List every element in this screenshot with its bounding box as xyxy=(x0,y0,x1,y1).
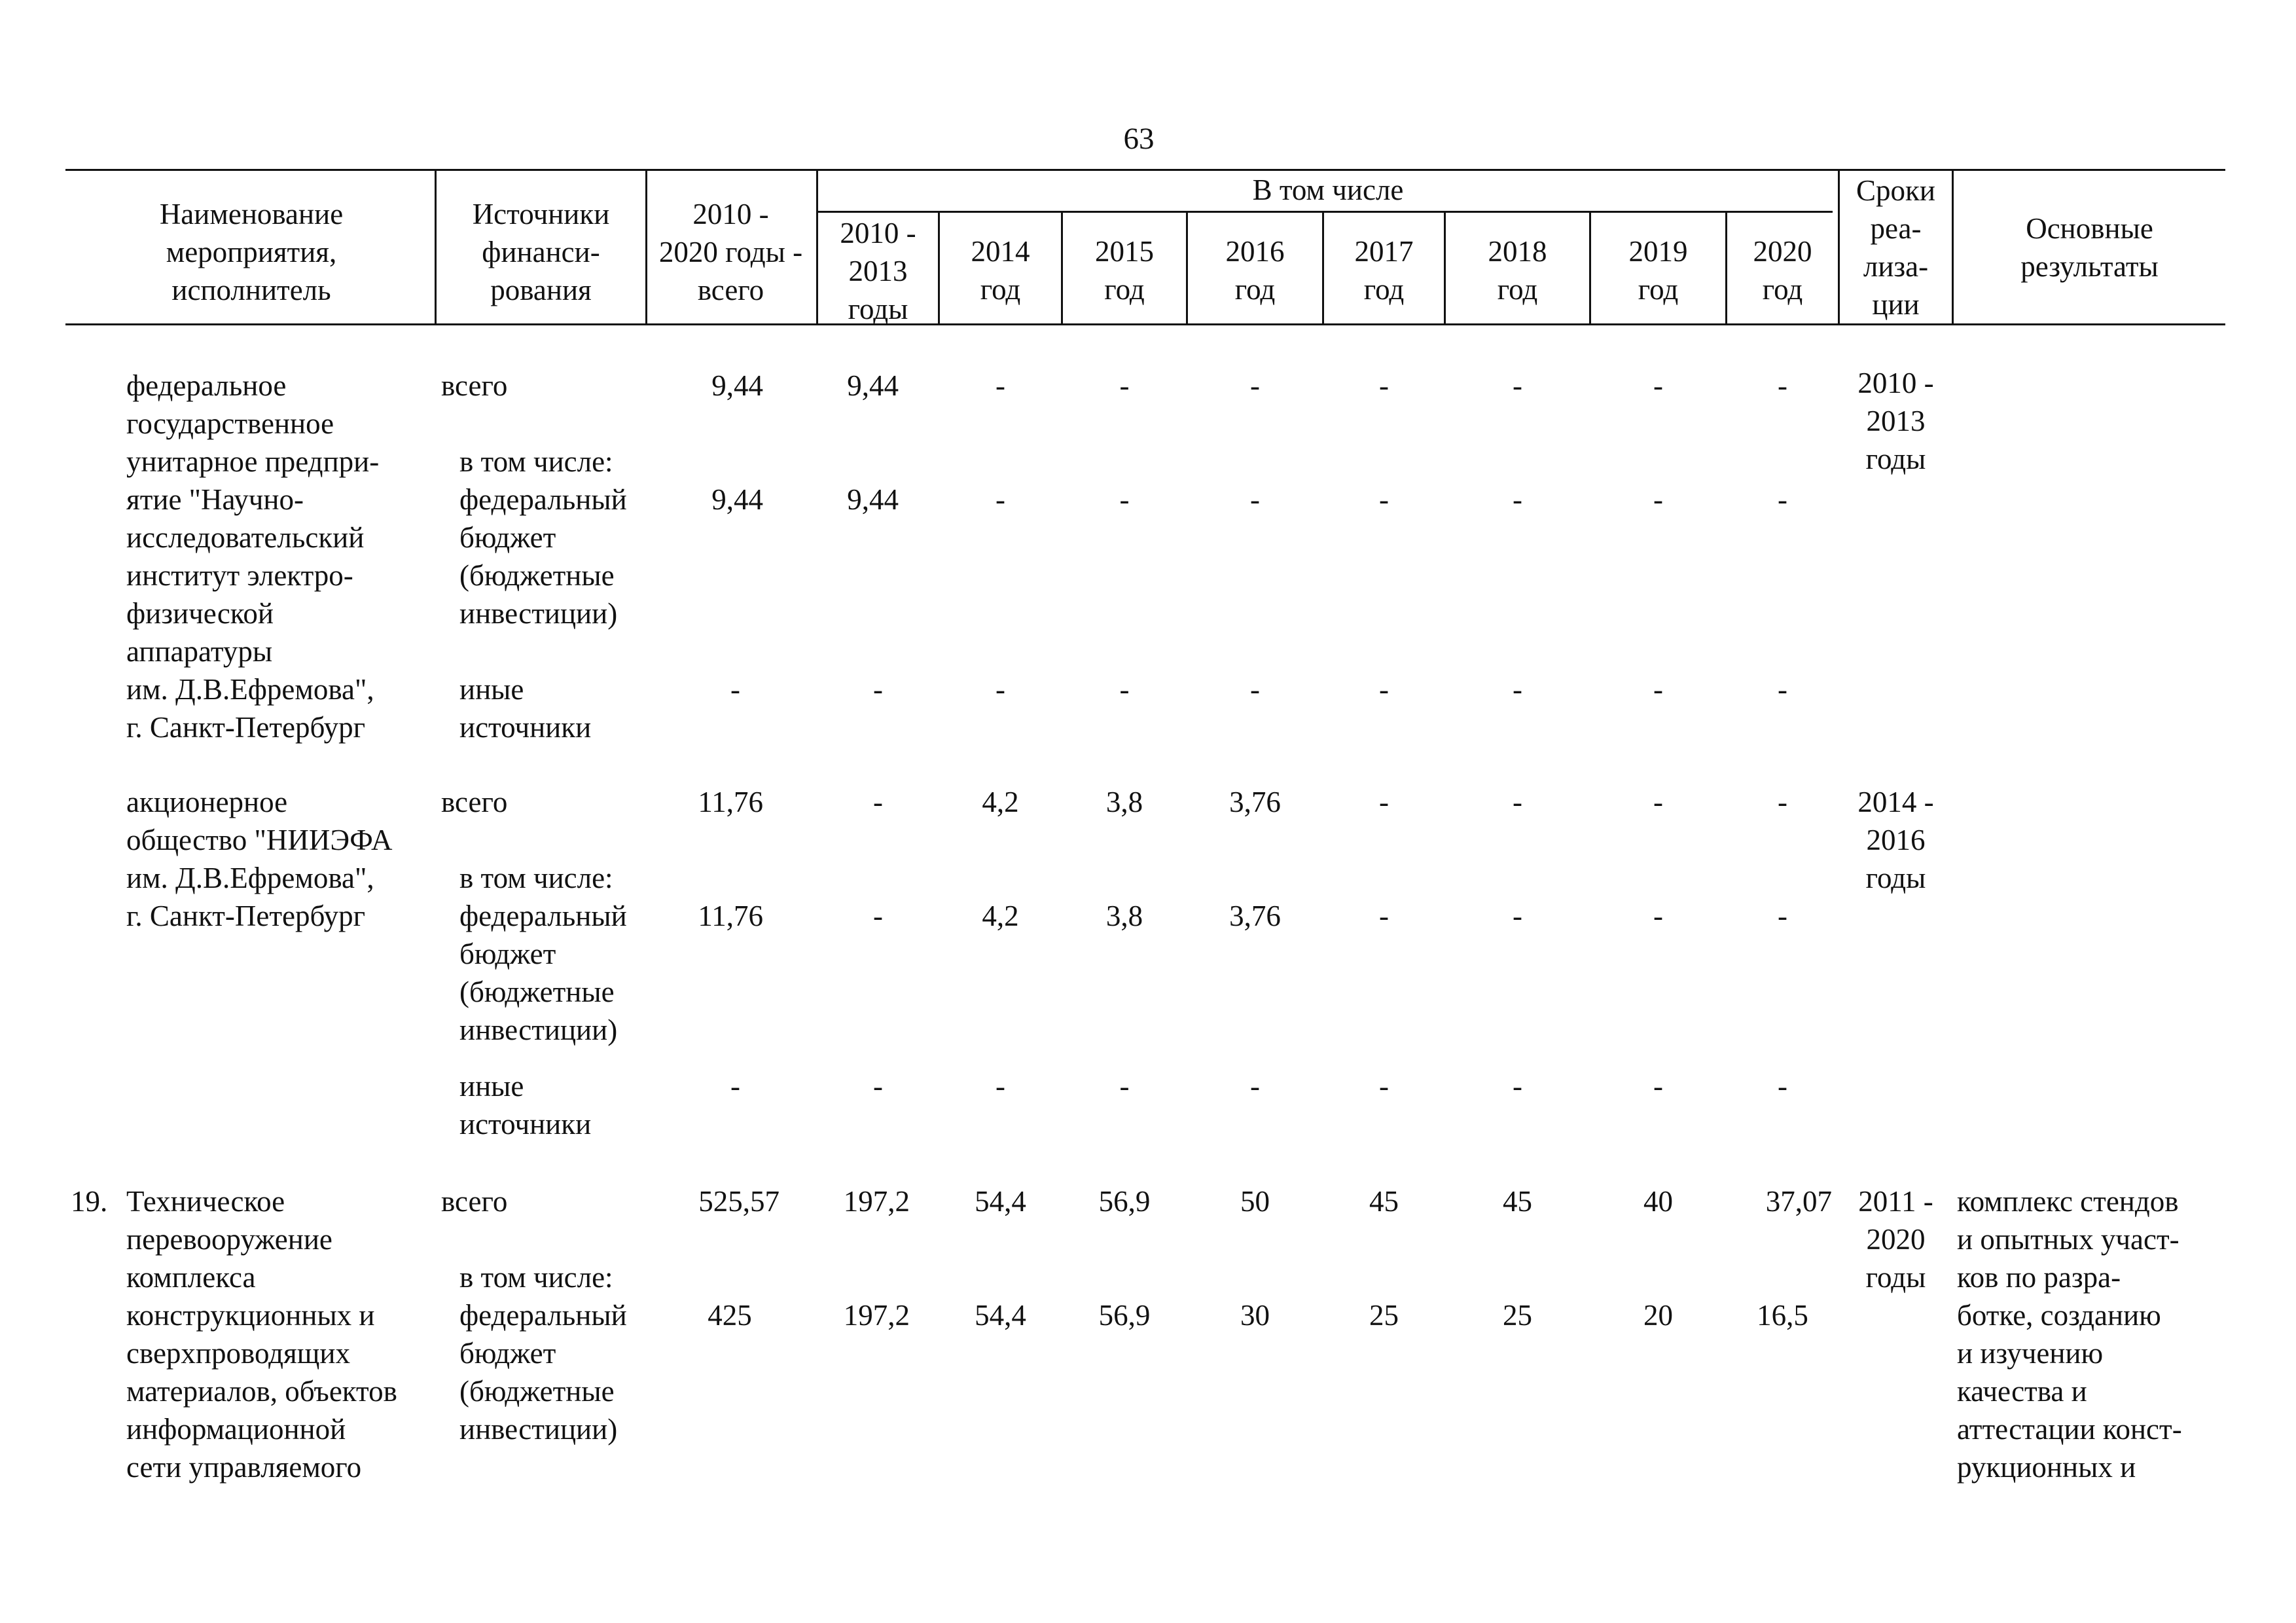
cell-2018: - xyxy=(1513,369,1522,402)
header-2014: 2014 год xyxy=(971,235,1030,306)
header-2020: 2020 год xyxy=(1753,235,1812,306)
header-including: В том числе xyxy=(1252,173,1404,206)
cell-2016: - xyxy=(1250,369,1260,402)
cell-2010-2013: 9,44 xyxy=(847,369,899,402)
cell-2010-2013: - xyxy=(873,900,883,932)
block3-fed-label: федеральный бюджет (бюджетные инвестиции) xyxy=(459,1299,627,1446)
cell-2020: 37,07 xyxy=(1765,1185,1832,1218)
cell-total: 9,44 xyxy=(711,369,763,402)
cell-2020: - xyxy=(1778,786,1787,818)
cell-2017: 25 xyxy=(1369,1299,1399,1332)
cell-2016: - xyxy=(1250,673,1260,706)
cell-2016: 3,76 xyxy=(1229,900,1281,932)
cell-2019: 20 xyxy=(1643,1299,1673,1332)
cell-2014: - xyxy=(996,483,1005,516)
cell-2010-2013: - xyxy=(873,673,883,706)
cell-2018: - xyxy=(1513,1070,1522,1103)
header-name: Наименование мероприятия, исполнитель xyxy=(159,198,344,306)
cell-2019: - xyxy=(1653,900,1663,932)
cell-2016: 30 xyxy=(1240,1299,1270,1332)
cell-total: 9,44 xyxy=(711,483,763,516)
cell-2019: - xyxy=(1653,369,1663,402)
header-2019: 2019 год xyxy=(1628,235,1688,306)
cell-total: - xyxy=(730,673,740,706)
cell-2015: - xyxy=(1119,369,1130,402)
cell-total: - xyxy=(730,1070,740,1103)
cell-2019: - xyxy=(1653,483,1663,516)
page-number: 63 xyxy=(1123,122,1155,156)
block1-term: 2010 - 2013 годы xyxy=(1857,367,1934,475)
cell-2018: - xyxy=(1513,786,1522,818)
cell-2020: - xyxy=(1778,483,1787,516)
cell-2015: - xyxy=(1119,483,1130,516)
cell-total: 11,76 xyxy=(698,786,763,818)
cell-2020: - xyxy=(1778,673,1787,706)
cell-2014: - xyxy=(996,1070,1005,1103)
block2-name: акционерное общество "НИИЭФА им. Д.В.Ефремова", г. Санкт-Петербург xyxy=(126,786,393,932)
block2-total-label: всего xyxy=(441,786,508,818)
cell-2020: - xyxy=(1778,900,1787,932)
cell-2016: 3,76 xyxy=(1229,786,1281,818)
cell-2017: - xyxy=(1379,673,1389,706)
block1-incl-label: в том числе: xyxy=(459,445,613,478)
block2-incl-label: в том числе: xyxy=(459,862,613,894)
block1-total-label: всего xyxy=(441,369,508,402)
block2-term: 2014 - 2016 годы xyxy=(1857,786,1934,894)
block3-name: Техническое перевооружение комплекса конструкционных и сверхпроводящих материалов, объектов информационной сети управляемого xyxy=(126,1185,397,1484)
cell-2018: 45 xyxy=(1503,1185,1532,1218)
cell-2019: 40 xyxy=(1643,1185,1673,1218)
cell-2015: - xyxy=(1119,673,1130,706)
cell-2017: - xyxy=(1379,786,1389,818)
header-2018: 2018 год xyxy=(1488,235,1547,306)
cell-2017: - xyxy=(1379,1070,1389,1103)
cell-2014: 4,2 xyxy=(982,900,1019,932)
header-2017: 2017 год xyxy=(1354,235,1414,306)
block1-name: федеральное государственное унитарное предпри- ятие "Научно- исследовательский институт электро- физической аппаратуры им. Д.В.Ефремова", г. Санкт-Петербург xyxy=(126,369,380,744)
cell-2018: - xyxy=(1513,900,1522,932)
cell-2018: - xyxy=(1513,483,1522,516)
block3-total-label: всего xyxy=(441,1185,508,1218)
cell-2017: - xyxy=(1379,900,1389,932)
cell-2014: 54,4 xyxy=(975,1185,1026,1218)
block3-term: 2011 - 2020 годы xyxy=(1858,1185,1933,1294)
block1-other-label: иные источники xyxy=(459,673,592,744)
block3-results: комплекс стендов и опытных участ- ков по разра- ботке, созданию и изучению качества и аттестации конст- рукционных и xyxy=(1957,1185,2182,1484)
header-sources: Источники финанси- рования xyxy=(472,198,610,306)
header-top-rule xyxy=(65,169,2225,171)
cell-2017: - xyxy=(1379,483,1389,516)
cell-2010-2013: 197,2 xyxy=(843,1185,910,1218)
header-2010-2013: 2010 - 2013 годы xyxy=(840,217,916,325)
cell-2010-2013: - xyxy=(873,1070,883,1103)
cell-total: 11,76 xyxy=(698,900,763,932)
cell-2014: 54,4 xyxy=(975,1299,1026,1332)
block3-number: 19. xyxy=(71,1185,108,1218)
header-terms: Сроки реа- лиза- ции xyxy=(1856,174,1935,321)
header-bottom-rule xyxy=(65,323,2225,325)
header-mid-rule xyxy=(818,211,1833,213)
cell-2020: 16,5 xyxy=(1757,1299,1808,1332)
cell-2016: 50 xyxy=(1240,1185,1270,1218)
cell-2010-2013: 9,44 xyxy=(847,483,899,516)
cell-2014: - xyxy=(996,673,1005,706)
cell-2010-2013: 197,2 xyxy=(843,1299,910,1332)
header-2015: 2015 год xyxy=(1095,235,1154,306)
cell-2019: - xyxy=(1653,673,1663,706)
cell-2020: - xyxy=(1778,1070,1787,1103)
header-results: Основные результаты xyxy=(2020,212,2159,283)
header-total: 2010 - 2020 годы - всего xyxy=(658,198,803,306)
cell-total: 525,57 xyxy=(698,1185,780,1218)
block2-fed-label: федеральный бюджет (бюджетные инвестиции) xyxy=(459,900,627,1046)
cell-2015: 56,9 xyxy=(1098,1185,1151,1218)
cell-total: 425 xyxy=(708,1299,752,1332)
cell-2020: - xyxy=(1778,369,1787,402)
block2-other-label: иные источники xyxy=(459,1070,592,1140)
block3-incl-label: в том числе: xyxy=(459,1261,613,1294)
cell-2018: - xyxy=(1513,673,1522,706)
cell-2018: 25 xyxy=(1503,1299,1532,1332)
cell-2019: - xyxy=(1653,1070,1663,1103)
header-2016: 2016 год xyxy=(1225,235,1285,306)
cell-2014: - xyxy=(996,369,1005,402)
cell-2019: - xyxy=(1653,786,1663,818)
cell-2016: - xyxy=(1250,1070,1260,1103)
cell-2015: 3,8 xyxy=(1105,786,1143,818)
cell-2015: - xyxy=(1119,1070,1130,1103)
cell-2014: 4,2 xyxy=(982,786,1019,818)
cell-2015: 56,9 xyxy=(1098,1299,1151,1332)
cell-2017: - xyxy=(1379,369,1389,402)
cell-2016: - xyxy=(1250,483,1260,516)
cell-2015: 3,8 xyxy=(1105,900,1143,932)
cell-2017: 45 xyxy=(1369,1185,1399,1218)
block1-fed-label: федеральный бюджет (бюджетные инвестиции) xyxy=(459,483,627,630)
cell-2010-2013: - xyxy=(873,786,883,818)
